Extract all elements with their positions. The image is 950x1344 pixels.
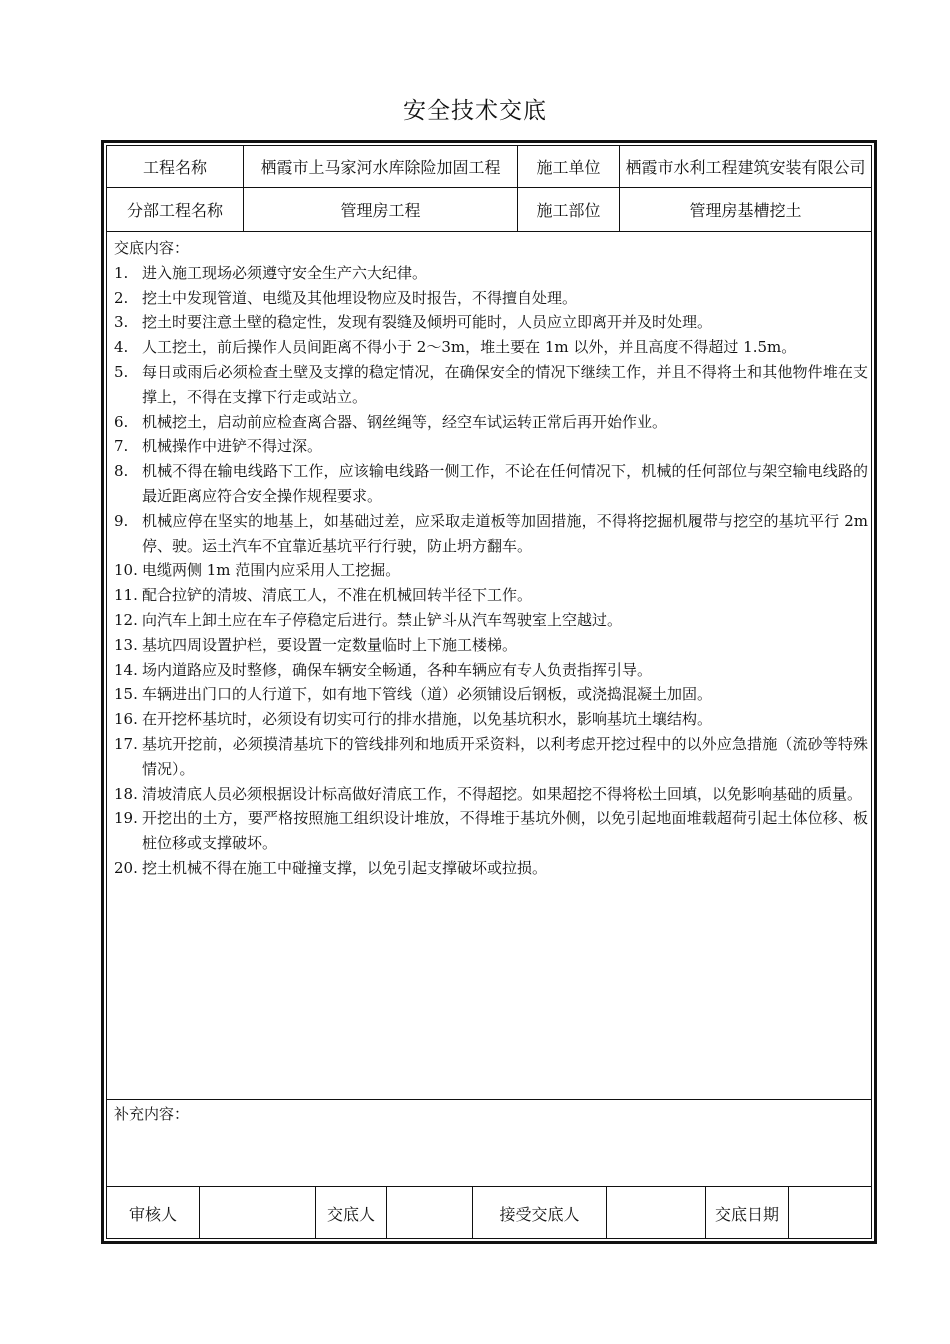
date-label: 交底日期 (714, 1204, 779, 1224)
sub-project-value: 管理房工程 (340, 201, 421, 220)
list-item (114, 806, 868, 856)
item-number: 10. (114, 561, 138, 580)
item-number: 14. (114, 660, 138, 679)
list-item (114, 335, 868, 360)
item-number: 17. (114, 734, 138, 753)
item-text: 机械操作中进铲不得过深。 (142, 437, 323, 456)
item-number: 20. (114, 858, 138, 877)
disclosure-content (114, 236, 868, 881)
item-text: 机械不得在输电线路下工作，应该输电线路一侧工作，不论在任何情况下，机械的任何部位与架空输电线路的最近距离应符合安全操作规程要求。 (142, 462, 868, 505)
item-number: 4. (114, 338, 129, 357)
item-text: 机械应停在坚实的地基上，如基础过差，应采取走道板等加固措施，不得将挖掘机履带与挖空的基坑平行 2m 停、驶。运土汽车不宜靠近基坑平行行驶，防止坍方翻车。 (142, 511, 868, 555)
list-item (114, 633, 868, 658)
page-title: 安全技术交底 (403, 98, 547, 124)
list-item (114, 558, 868, 583)
item-text: 挖土中发现管道、电缆及其他埋设物应及时报告，不得擅自处理。 (142, 288, 578, 307)
list-item (114, 286, 868, 311)
list-item (114, 509, 868, 559)
list-item (114, 782, 868, 807)
item-number: 5. (114, 362, 129, 381)
list-item (114, 608, 868, 633)
list-item (114, 583, 868, 608)
item-number: 1. (114, 263, 129, 282)
reviewer-field (200, 1187, 315, 1239)
item-text: 场内道路应及时整修，确保车辆安全畅通，各种车辆应有专人负责指挥引导。 (142, 660, 653, 679)
construction-part-label: 施工部位 (536, 201, 601, 220)
item-text: 电缆两侧 1m 范围内应采用人工挖掘。 (142, 561, 401, 580)
item-number: 16. (114, 710, 138, 729)
list-item (114, 310, 868, 335)
list-item (114, 459, 868, 509)
construction-unit-value: 栖霞市水利工程建筑安装有限公司 (625, 158, 866, 177)
item-number: 2. (114, 288, 129, 307)
disclosure-list (114, 261, 868, 881)
item-text: 基坑四周设置护栏，要设置一定数量临时上下施工楼梯。 (142, 635, 518, 654)
row-divider (106, 231, 872, 232)
discloser-label: 交底人 (326, 1204, 375, 1224)
list-item (114, 410, 868, 435)
item-text: 进入施工现场必须遵守安全生产六大纪律。 (142, 263, 428, 282)
reviewer-label: 审核人 (128, 1204, 177, 1224)
supplement-label: 补充内容： (114, 1105, 190, 1123)
item-number: 9. (114, 511, 129, 530)
item-number: 3. (114, 313, 129, 332)
list-item (114, 707, 868, 732)
item-text: 挖土机械不得在施工中碰撞支撑，以免引起支撑破坏或拉损。 (142, 858, 548, 877)
list-item (114, 360, 868, 410)
list-item (114, 682, 868, 707)
item-text: 每日或雨后必须检查土壁及支撑的稳定情况，在确保安全的情况下继续工作，并且不得将土和其他物件堆在支撑上，不得在支撑下行走或站立。 (142, 362, 868, 406)
item-number: 13. (114, 635, 138, 654)
item-number: 15. (114, 685, 138, 704)
discloser-field (387, 1187, 472, 1239)
item-text: 车辆进出门口的人行道下，如有地下管线（道）必须铺设后钢板，或浇捣混凝土加固。 (142, 685, 713, 704)
item-text: 机械挖土，启动前应检查离合器、钢丝绳等，经空车试运转正常后再开始作业。 (142, 412, 668, 431)
item-text: 开挖出的土方，要严格按照施工组织设计堆放，不得堆于基坑外侧，以免引起地面堆载超荷引起土体位移、板桩位移或支撑破坏。 (142, 809, 868, 853)
item-text: 清坡清底人员必须根据设计标高做好清底工作，不得超挖。如果超挖不得将松土回填，以免影响基础的质量。 (142, 784, 863, 803)
content-label: 交底内容： (114, 239, 190, 257)
item-number: 19. (114, 809, 138, 828)
item-text: 挖土时要注意土壁的稳定性，发现有裂缝及倾坍可能时，人员应立即离开并及时处理。 (142, 313, 713, 332)
item-number: 7. (114, 437, 129, 456)
project-name-label: 工程名称 (142, 158, 207, 177)
date-field (789, 1187, 871, 1239)
receiver-field (607, 1187, 705, 1239)
receiver-label: 接受交底人 (499, 1204, 580, 1224)
list-item (114, 658, 868, 683)
list-item (114, 261, 868, 286)
list-item (114, 732, 868, 782)
item-number: 8. (114, 462, 129, 481)
item-number: 12. (114, 610, 138, 629)
project-name-value: 栖霞市上马家河水库除险加固工程 (260, 158, 501, 177)
item-text: 基坑开挖前，必须摸清基坑下的管线排列和地质开采资料，以利考虑开挖过程中的以外应急措施（流砂等特殊情况）。 (142, 734, 868, 778)
item-number: 18. (114, 784, 138, 803)
item-text: 在开挖杯基坑时，必须设有切实可行的排水措施，以免基坑积水，影响基坑土壤结构。 (142, 710, 713, 729)
list-item (114, 434, 868, 459)
item-text: 配合拉铲的清坡、清底工人，不准在机械回转半径下工作。 (142, 586, 533, 605)
item-text: 人工挖土，前后操作人员间距离不得小于 2～3m，堆土要在 1m 以外，并且高度不得超过 1.5m。 (142, 338, 797, 357)
item-text: 向汽车上卸土应在车子停稳定后进行。禁止铲斗从汽车驾驶室上空越过。 (142, 610, 623, 629)
sub-project-label: 分部工程名称 (126, 201, 223, 220)
list-item (114, 856, 868, 881)
row-divider (106, 1099, 872, 1100)
item-number: 6. (114, 412, 129, 431)
construction-part-value: 管理房基槽挖土 (689, 201, 802, 220)
construction-unit-label: 施工单位 (536, 158, 601, 177)
item-number: 11. (114, 586, 138, 605)
